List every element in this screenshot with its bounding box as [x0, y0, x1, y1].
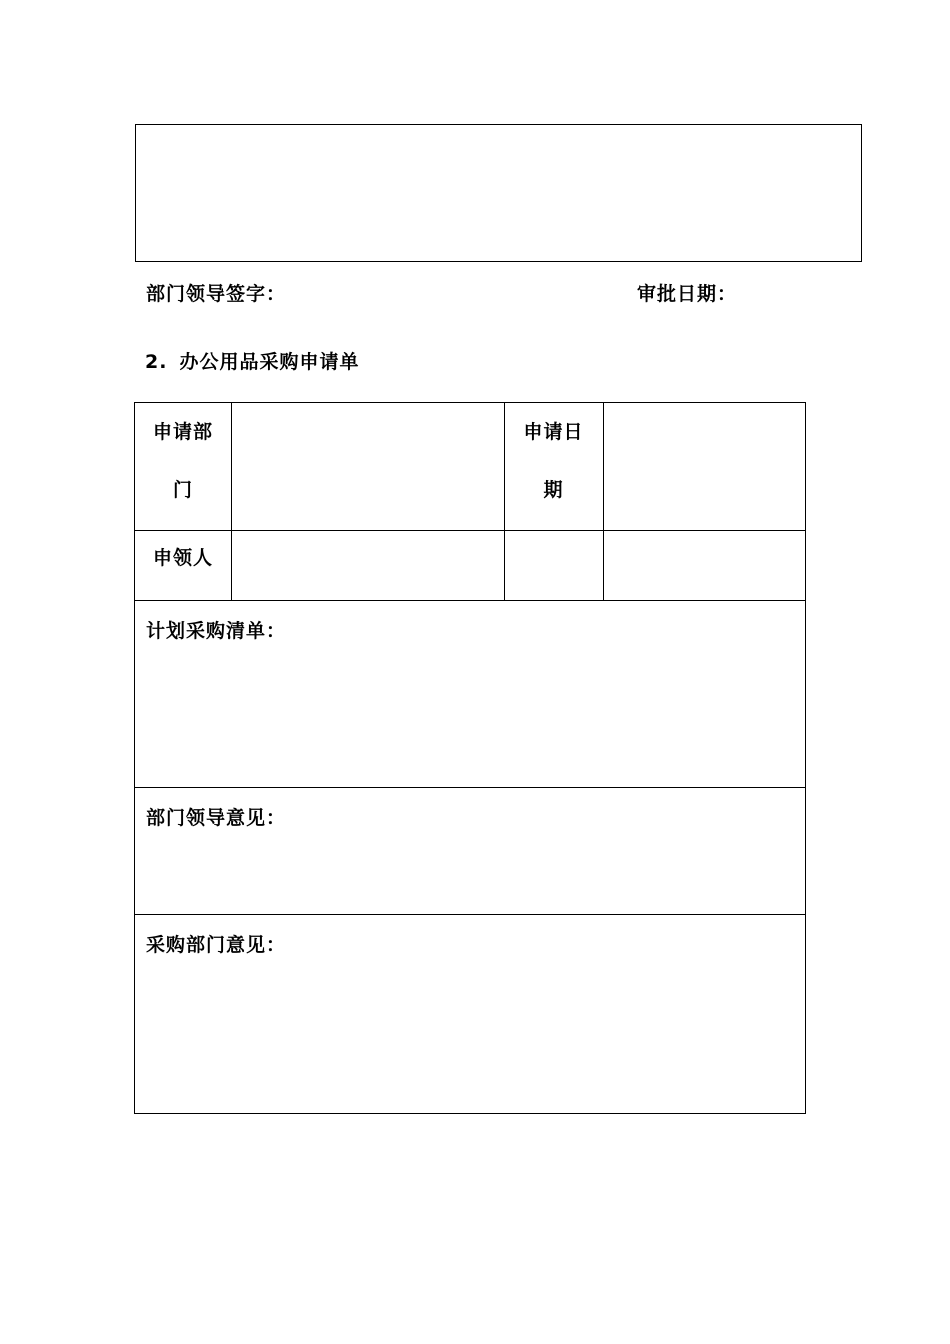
row2-blank-cell[interactable]: [504, 531, 603, 600]
date-label-line2: 期: [543, 479, 564, 501]
row-divider: [135, 914, 805, 915]
dept-label-line2: 门: [172, 479, 193, 501]
row-divider: [135, 787, 805, 788]
dept-value-field[interactable]: [232, 403, 504, 530]
section-title-text: 办公用品采购申请单: [179, 351, 360, 373]
approval-date-label: 审批日期：: [637, 283, 738, 305]
purchase-request-form: [134, 402, 806, 1114]
date-label-cell: [504, 403, 603, 530]
receiver-value-field[interactable]: [232, 531, 504, 600]
dept-label-line1: 申请部: [152, 421, 213, 443]
date-label-line1: 申请日: [523, 421, 584, 443]
receiver-label: 申领人: [152, 547, 213, 569]
leader-opinion-label: 部门领导意见：: [146, 807, 287, 829]
date-value-field[interactable]: [604, 403, 805, 530]
row2-blank-cell[interactable]: [604, 531, 805, 600]
purchasing-opinion-label: 采购部门意见：: [146, 934, 287, 956]
dept-label-cell: [135, 403, 231, 530]
section-number: 2.: [145, 351, 168, 373]
section-title: [145, 347, 359, 374]
leader-signature-label: 部门领导签字：: [146, 283, 287, 305]
row-divider: [135, 600, 805, 601]
purchase-list-label: 计划采购清单：: [146, 620, 287, 642]
previous-section-box: [135, 124, 862, 262]
